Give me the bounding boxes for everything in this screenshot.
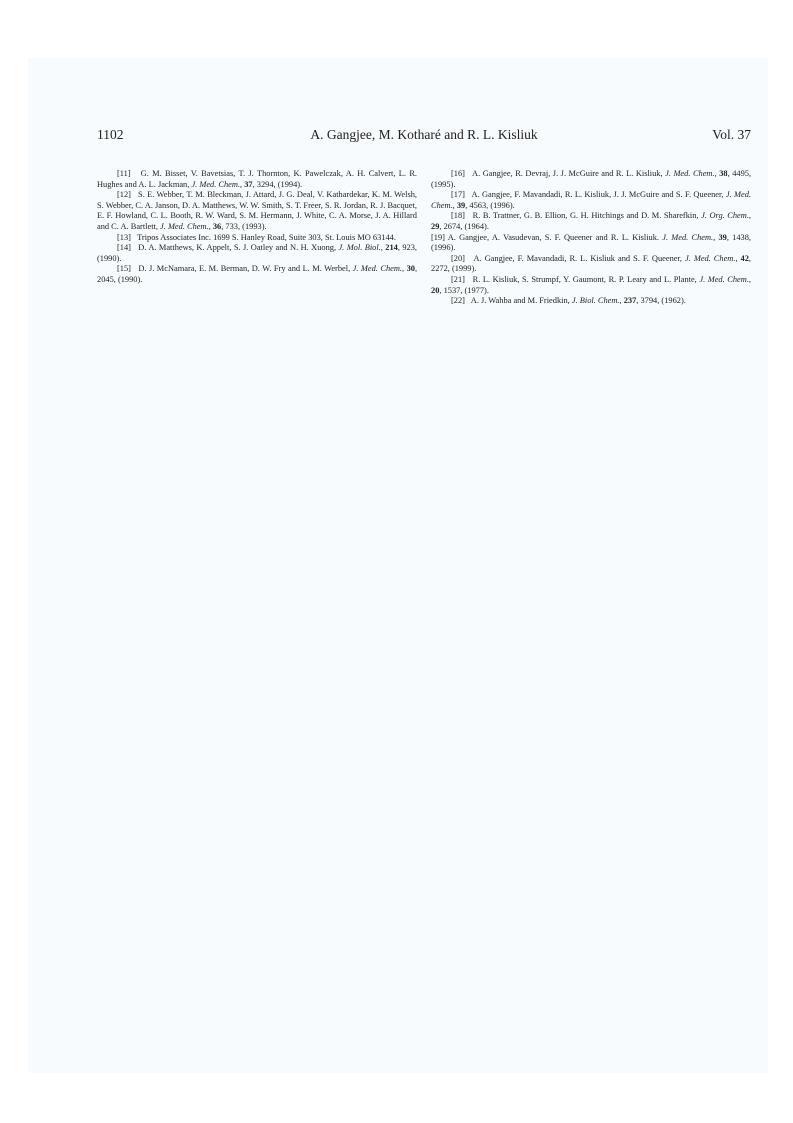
reference-13: [13] Tripos Associates Inc. 1699 S. Hanley Road, Suite 303, St. Louis MO 63144.	[117, 232, 396, 242]
page-number: 1102	[97, 127, 124, 142]
reference-22: [22] A. J. Wahba and M. Friedkin, J. Biol. Chem., 237, 3794, (1962).	[451, 296, 686, 306]
volume-label: Vol. 37	[712, 127, 751, 142]
reference-20: [20] A. Gangjee, F. Mavandadi, R. L. Kisliuk and S. F. Queener, J. Med. Chem., 42, 2272, (1999).	[431, 253, 752, 274]
reference-15: [15] D. J. McNamara, E. M. Berman, D. W. Fry and L. M. Werbel, J. Med. Chem., 30, 2045, (1990).	[97, 264, 418, 284]
reference-21: [21] R. L. Kisliuk, S. Strumpf, Y. Gaumont, R. P. Leary and L. Plante, J. Med. Chem., 20, 1537, (1977).	[431, 274, 752, 295]
reference-18: [18] R. B. Trattner, G. B. Ellion, G. H. Hitchings and D. M. Sharefkin, J. Org. Chem., 29, 2674, (1964).	[431, 211, 752, 231]
reference-19: [19] A. Gangjee, A. Vasudevan, S. F. Queener and R. L. Kisliuk. J. Med. Chem., 39, 1438, (1996).	[431, 232, 752, 253]
references-left-column	[97, 169, 417, 286]
running-header	[97, 127, 751, 147]
reference-17: [17] A. Gangjee, F. Mavandadi, R. L. Kisliuk, J. J. McGuire and S. F. Queener, J. Med. Chem., 39, 4563, (1996).	[431, 190, 751, 210]
reference-14: [14] D. A. Matthews, K. Appelt, S. J. Oatley and N. H. Xuong, J. Mol. Biol., 214, 923, (1990).	[97, 243, 418, 263]
references-right-column	[431, 169, 751, 307]
reference-16: [16] A. Gangjee, R. Devraj, J. J. McGuire and R. L. Kisliuk, J. Med. Chem., 38, 4495, (1995).	[431, 169, 752, 189]
running-authors: A. Gangjee, M. Kotharé and R. L. Kisliuk	[310, 127, 538, 142]
reference-11: [11] G. M. Bisset, V. Bavetsias, T. J. Thornton, K. Pawelczak, A. H. Calvert, L. R. Hughes and A. L. Jackman, J. Med. Chem., 37, 3294, (1994).	[97, 169, 418, 189]
reference-12: [12] S. E. Webber, T. M. Bleckman, J. Attard, J. G. Deal, V. Kathardekar, K. M. Welsh, S. Webber, C. A. Janson, D. A. Matthews, W. W. Smith, S. T. Freer, S. R. Jordan, R. J. Bacquet, E. F. Howland, C. L. Booth, R. W. Ward, S. M. Hermann, J. White, C. A. Morse, J. A. Hillard and C. A. Bartlett, J. Med. Chem., 36, 733, (1993).	[97, 190, 417, 231]
